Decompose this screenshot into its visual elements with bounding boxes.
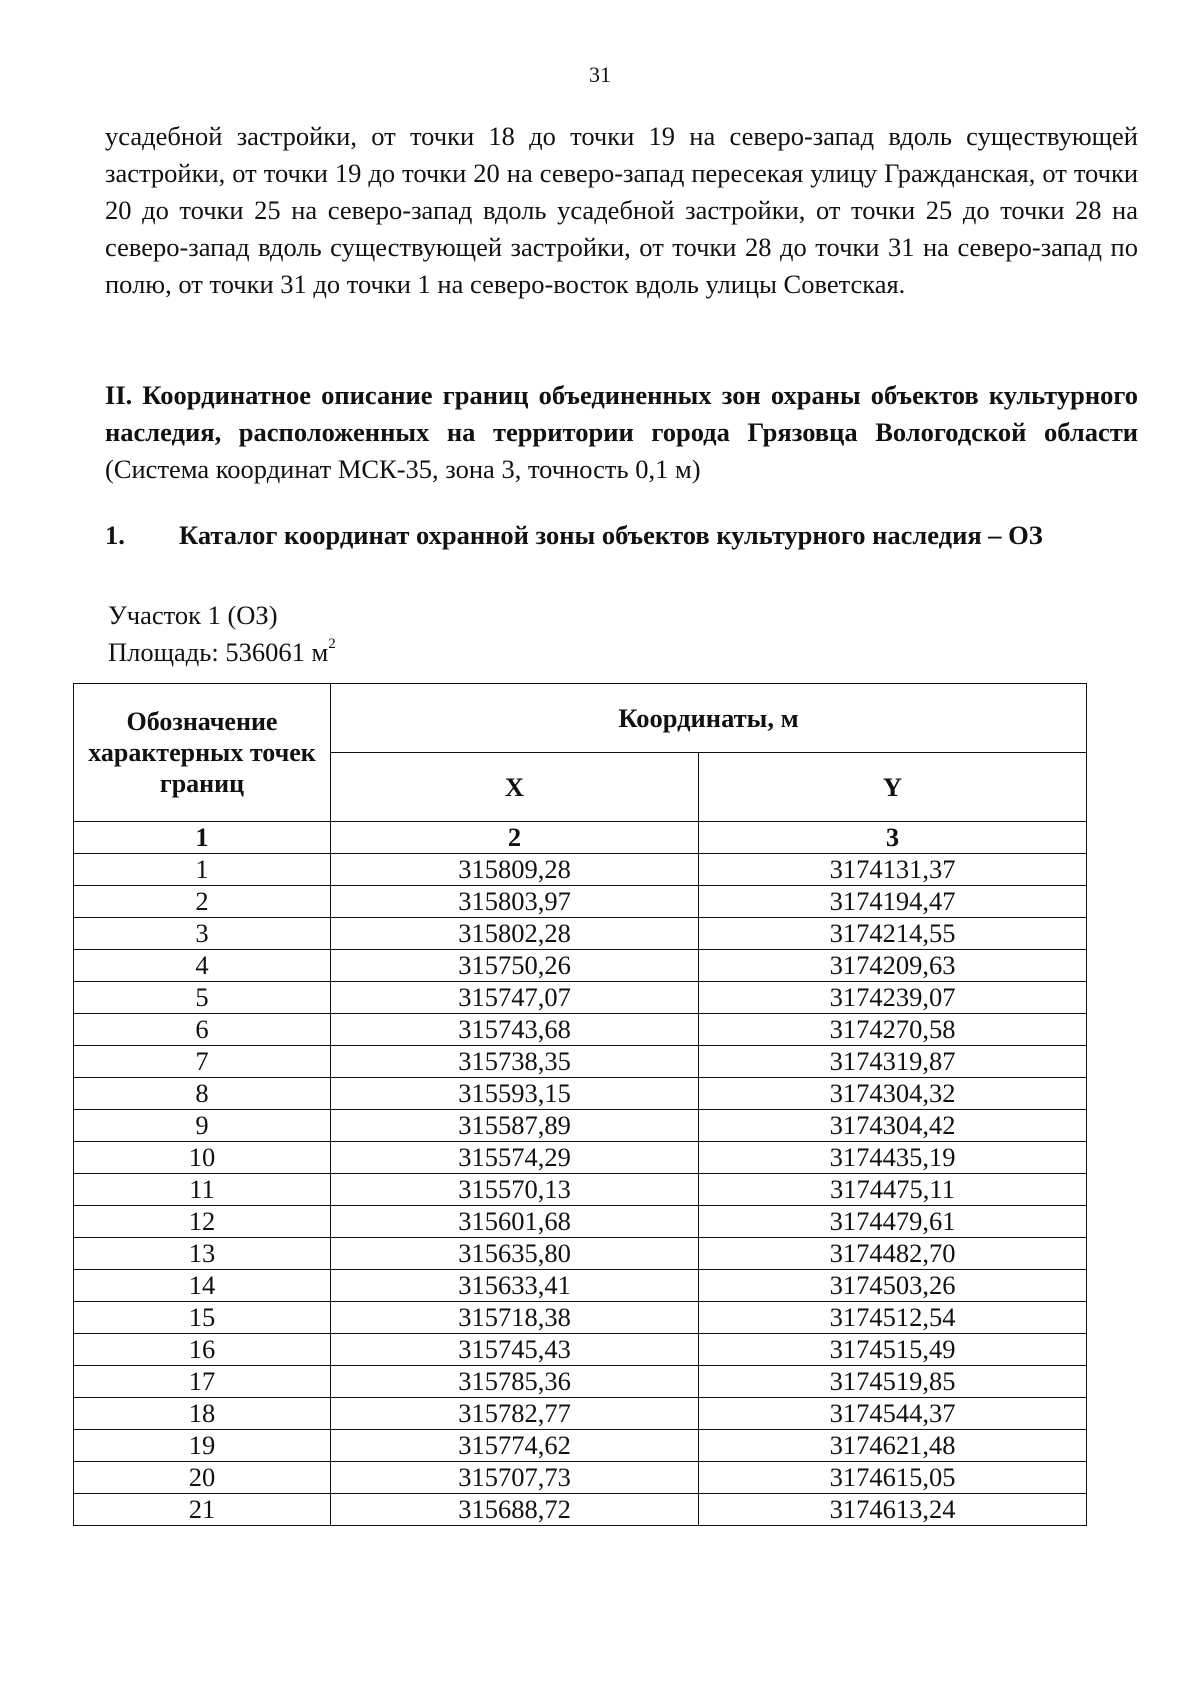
x-coordinate-cell: 315570,13	[331, 1174, 699, 1206]
point-number-cell: 15	[74, 1302, 331, 1334]
x-coordinate-cell: 315738,35	[331, 1046, 699, 1078]
y-coordinate-cell: 3174613,24	[699, 1494, 1087, 1526]
x-coordinate-cell: 315745,43	[331, 1334, 699, 1366]
point-number-cell: 7	[74, 1046, 331, 1078]
column-number: 2	[331, 822, 699, 854]
table-row	[74, 1206, 1087, 1238]
y-coordinate-cell: 3174209,63	[699, 950, 1087, 982]
y-coordinate-cell: 3174304,32	[699, 1078, 1087, 1110]
y-coordinate-cell: 3174270,58	[699, 1014, 1087, 1046]
point-number-cell: 17	[74, 1366, 331, 1398]
y-coordinate-cell: 3174214,55	[699, 918, 1087, 950]
point-number-cell: 14	[74, 1270, 331, 1302]
table-row	[74, 1014, 1087, 1046]
intro-paragraph: усадебной застройки, от точки 18 до точки 19 на северо-запад вдоль существующей застройки, от точки 19 до точки 20 на северо-запад пересекая улицу Гражданская, от точки 20 до точки 25 на северо-запад вдоль усадебной застройки, от точки 25 до точки 28 на северо-запад вдоль существующей застройки, от точки 28 до точки 31 на северо-запад по полю, от точки 31 до точки 1 на северо-восток вдоль улицы Советская.	[105, 121, 1138, 299]
point-number-cell: 13	[74, 1238, 331, 1270]
table-row	[74, 854, 1087, 886]
point-number-cell: 5	[74, 982, 331, 1014]
header-points: Обозначение характерных точек границ	[74, 684, 331, 822]
point-number-cell: 6	[74, 1014, 331, 1046]
plot-area	[108, 637, 336, 668]
y-coordinate-cell: 3174519,85	[699, 1366, 1087, 1398]
table-row	[74, 1398, 1087, 1430]
y-coordinate-cell: 3174544,37	[699, 1398, 1087, 1430]
y-coordinate-cell: 3174479,61	[699, 1206, 1087, 1238]
y-coordinate-cell: 3174503,26	[699, 1270, 1087, 1302]
table-row	[74, 1430, 1087, 1462]
y-coordinate-cell: 3174621,48	[699, 1430, 1087, 1462]
catalog-number: 1.	[105, 520, 125, 550]
catalog-title: Каталог координат охранной зоны объектов культурного наследия – ОЗ	[179, 520, 1043, 550]
page-number: 31	[589, 62, 611, 87]
table-row	[74, 1494, 1087, 1526]
header-coordinates: Координаты, м	[331, 684, 1087, 753]
table-row	[74, 1174, 1087, 1206]
x-coordinate-cell: 315782,77	[331, 1398, 699, 1430]
point-number-cell: 2	[74, 886, 331, 918]
x-coordinate-cell: 315707,73	[331, 1462, 699, 1494]
y-coordinate-cell: 3174615,05	[699, 1462, 1087, 1494]
x-coordinate-cell: 315688,72	[331, 1494, 699, 1526]
y-coordinate-cell: 3174482,70	[699, 1238, 1087, 1270]
table-row	[74, 950, 1087, 982]
x-coordinate-cell: 315635,80	[331, 1238, 699, 1270]
y-coordinate-cell: 3174435,19	[699, 1142, 1087, 1174]
point-number-cell: 19	[74, 1430, 331, 1462]
y-coordinate-cell: 3174512,54	[699, 1302, 1087, 1334]
table-row	[74, 1142, 1087, 1174]
y-coordinate-cell: 3174515,49	[699, 1334, 1087, 1366]
table-row	[74, 1046, 1087, 1078]
plot-area-label: Площадь: 536061 м	[108, 637, 329, 667]
x-coordinate-cell: 315593,15	[331, 1078, 699, 1110]
x-coordinate-cell: 315633,41	[331, 1270, 699, 1302]
point-number-cell: 12	[74, 1206, 331, 1238]
table-row	[74, 1078, 1087, 1110]
x-coordinate-cell: 315809,28	[331, 854, 699, 886]
point-number-cell: 3	[74, 918, 331, 950]
point-number-cell: 9	[74, 1110, 331, 1142]
point-number-cell: 8	[74, 1078, 331, 1110]
y-coordinate-cell: 3174239,07	[699, 982, 1087, 1014]
header-x: X	[331, 753, 699, 822]
plot-name: Участок 1 (ОЗ)	[108, 600, 278, 630]
plot-area-superscript: 2	[328, 636, 336, 653]
table-row	[74, 1334, 1087, 1366]
y-coordinate-cell: 3174194,47	[699, 886, 1087, 918]
point-number-cell: 20	[74, 1462, 331, 1494]
section-heading-note: (Система координат МСК-35, зона 3, точность 0,1 м)	[105, 454, 701, 484]
point-number-cell: 21	[74, 1494, 331, 1526]
table-body	[74, 854, 1087, 1526]
y-coordinate-cell: 3174475,11	[699, 1174, 1087, 1206]
point-number-cell: 18	[74, 1398, 331, 1430]
point-number-cell: 11	[74, 1174, 331, 1206]
header-y: Y	[699, 753, 1087, 822]
y-coordinate-cell: 3174131,37	[699, 854, 1087, 886]
x-coordinate-cell: 315574,29	[331, 1142, 699, 1174]
table-row	[74, 1462, 1087, 1494]
x-coordinate-cell: 315785,36	[331, 1366, 699, 1398]
x-coordinate-cell: 315750,26	[331, 950, 699, 982]
x-coordinate-cell: 315601,68	[331, 1206, 699, 1238]
x-coordinate-cell: 315587,89	[331, 1110, 699, 1142]
y-coordinate-cell: 3174304,42	[699, 1110, 1087, 1142]
x-coordinate-cell: 315747,07	[331, 982, 699, 1014]
x-coordinate-cell: 315802,28	[331, 918, 699, 950]
table-row	[74, 1366, 1087, 1398]
column-number: 3	[699, 822, 1087, 854]
catalog-heading	[105, 520, 1043, 551]
section-heading	[105, 377, 1138, 488]
y-coordinate-cell: 3174319,87	[699, 1046, 1087, 1078]
section-heading-bold: II. Координатное описание границ объединенных зон охраны объектов культурного наследия, расположенных на территории города Грязовца Вологодской области	[105, 380, 1138, 447]
table-row	[74, 982, 1087, 1014]
table-row	[74, 1302, 1087, 1334]
table-row	[74, 1270, 1087, 1302]
table-row	[74, 1238, 1087, 1270]
point-number-cell: 16	[74, 1334, 331, 1366]
column-number: 1	[74, 822, 331, 854]
point-number-cell: 4	[74, 950, 331, 982]
coordinates-table	[73, 683, 1087, 1526]
x-coordinate-cell: 315803,97	[331, 886, 699, 918]
x-coordinate-cell: 315743,68	[331, 1014, 699, 1046]
table-row	[74, 886, 1087, 918]
x-coordinate-cell: 315718,38	[331, 1302, 699, 1334]
point-number-cell: 10	[74, 1142, 331, 1174]
table-row	[74, 1110, 1087, 1142]
column-number-row	[74, 822, 1087, 854]
table-row	[74, 918, 1087, 950]
x-coordinate-cell: 315774,62	[331, 1430, 699, 1462]
point-number-cell: 1	[74, 854, 331, 886]
